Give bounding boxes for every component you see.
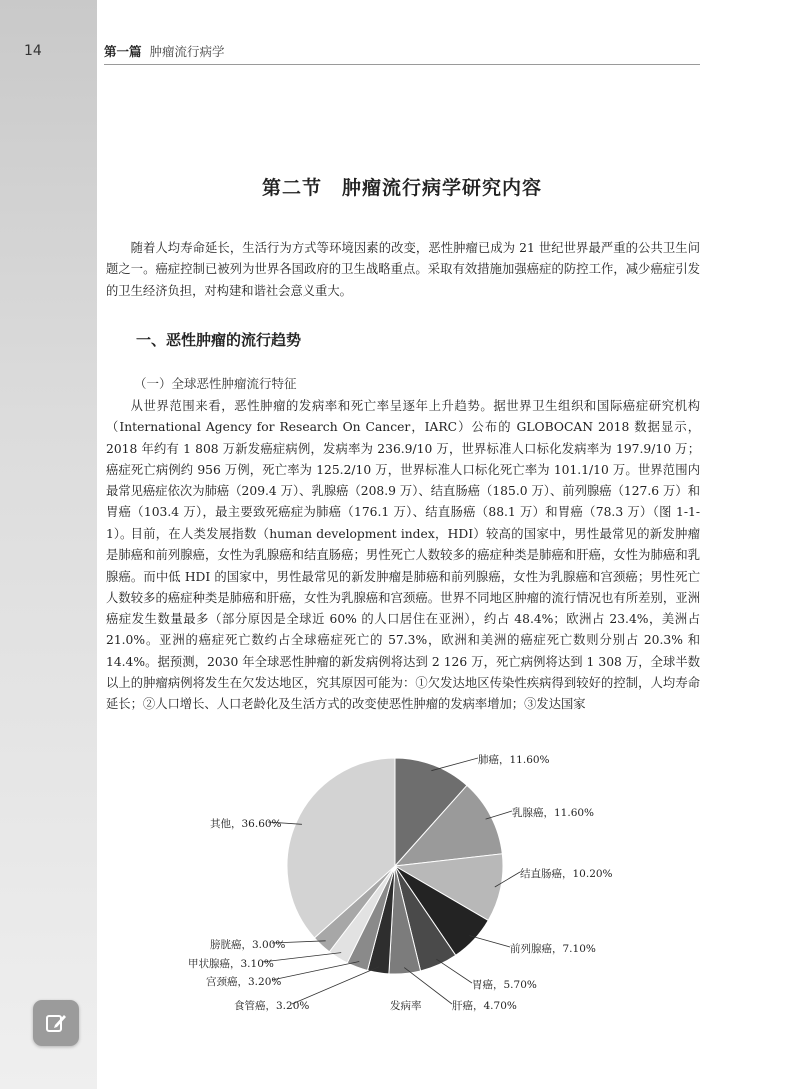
- paragraph-hdi: 目前，在人类发展指数（human development index，HDI）较高的国家中，男性最常见的新发肿瘤是肺癌和前列腺癌，女性为乳腺癌和结直肠癌；男性死亡人数较多的癌症种类是肺癌和肝癌，女性为肺癌和乳腺癌。而中低 HDI 的国家中，男性最常见的新发肿瘤是肺癌和前列腺癌，女性为乳腺癌和宫颈癌；男性死亡人数较多的癌症种类是肺癌和肝癌，女性为乳腺癌和宫颈癌。世界不同地区肿瘤的流行情况也有所差别，亚洲癌症发生数量最多（部分原因是全球近 60% 的人口居住在亚洲），约占 48.4%；欧洲占 23.4%，美洲占 21.0%。亚洲的癌症死亡数约占全球癌症死亡的 57.3%，欧洲和美洲的癌症死亡数则分别占 20.3% 和 14.4%。据预测，2030 年全球恶性肿瘤的新发病例将达到 2 126 万，死亡病例将达到 1 308 万，全球半数以上的肿瘤病例将发生在欠发达地区，究其原因可能为：①欠发达地区传染性疾病得到较好的控制，人均寿命延长；②人口增长、人口老龄化及生活方式的改变使恶性肿瘤的发病率增加；③发达国家: [106, 527, 700, 712]
- heading-global: （一）全球恶性肿瘤流行特征: [134, 376, 297, 391]
- pie-chart-figure: [180, 734, 613, 1024]
- section-heading: 肿瘤流行病学研究内容: [342, 177, 543, 199]
- pie-label-colorectal: 结直肠癌，10.20%: [520, 868, 613, 880]
- pie-label-liver: 肝癌，4.70%: [452, 1000, 517, 1012]
- pie-label-stomach: 胃癌，5.70%: [472, 979, 537, 991]
- section-number: 第二节: [261, 177, 322, 199]
- section-title: [104, 173, 700, 200]
- pie-center-label: 发病率: [390, 1000, 422, 1012]
- pie-label-bladder: 膀胱癌，3.00%: [210, 939, 286, 951]
- intro-paragraph: 随着人均寿命延长，生活行为方式等环境因素的改变，恶性肿瘤已成为 21 世纪世界最严重的公共卫生问题之一。癌症控制已被列为世界各国政府的卫生战略重点。采取有效措施加强癌症的防控工作，减少癌症引发的卫生经济负担，对构建和谐社会意义重大。: [106, 241, 700, 298]
- pie-label-prostate: 前列腺癌，7.10%: [510, 943, 596, 955]
- pie-label-thyroid: 甲状腺癌，3.10%: [188, 958, 274, 970]
- pie-leader-3: [470, 936, 510, 947]
- pencil-icon: [44, 1011, 68, 1035]
- pie-label-breast: 乳腺癌，11.60%: [512, 807, 595, 819]
- pie-leader-0: [431, 758, 478, 771]
- running-head: [104, 42, 700, 65]
- running-head-part: 第一篇: [104, 44, 142, 59]
- pie-label-lung: 肺癌，11.60%: [478, 754, 550, 766]
- edit-note-button[interactable]: [33, 1000, 79, 1046]
- pie-leader-4: [436, 959, 472, 983]
- left-margin-strip: [0, 0, 97, 1089]
- running-head-book: 肿瘤流行病学: [149, 44, 225, 59]
- page-number: 14: [24, 43, 42, 59]
- heading-trends: 一、恶性肿瘤的流行趋势: [136, 331, 302, 349]
- pie-label-cervix: 宫颈癌，3.20%: [206, 976, 282, 988]
- paragraph-global-stats: 从世界范围来看，恶性肿瘤的发病率和死亡率呈逐年上升趋势。据世界卫生组织和国际癌症研究机构（International Agency for Research On Cancer，IARC）公布的 GLOBOCAN 2018 数据显示，2018 年约有 1 808 万新发癌症病例，发病率为 236.9/10 万，世界标准人口标化发病率为 197.9/10 万；癌症死亡病例约 956 万例，死亡率为 125.2/10 万，世界标准人口标化死亡率为 101.1/10 万。世界范围内最常见癌症依次为肺癌（209.4 万）、乳腺癌（208.9 万）、结直肠癌（185.0 万）、前列腺癌（127.6 万）和胃癌（103.4 万），最主要致死癌症为肺癌（176.1 万）、结直肠癌（88.1 万）和胃癌（78.3 万）（图 1-1-1）。: [106, 399, 700, 541]
- pie-label-other: 其他，36.60%: [210, 818, 282, 830]
- pie-leader-7: [272, 962, 359, 980]
- pie-label-esophagus: 食管癌，3.20%: [234, 1000, 310, 1012]
